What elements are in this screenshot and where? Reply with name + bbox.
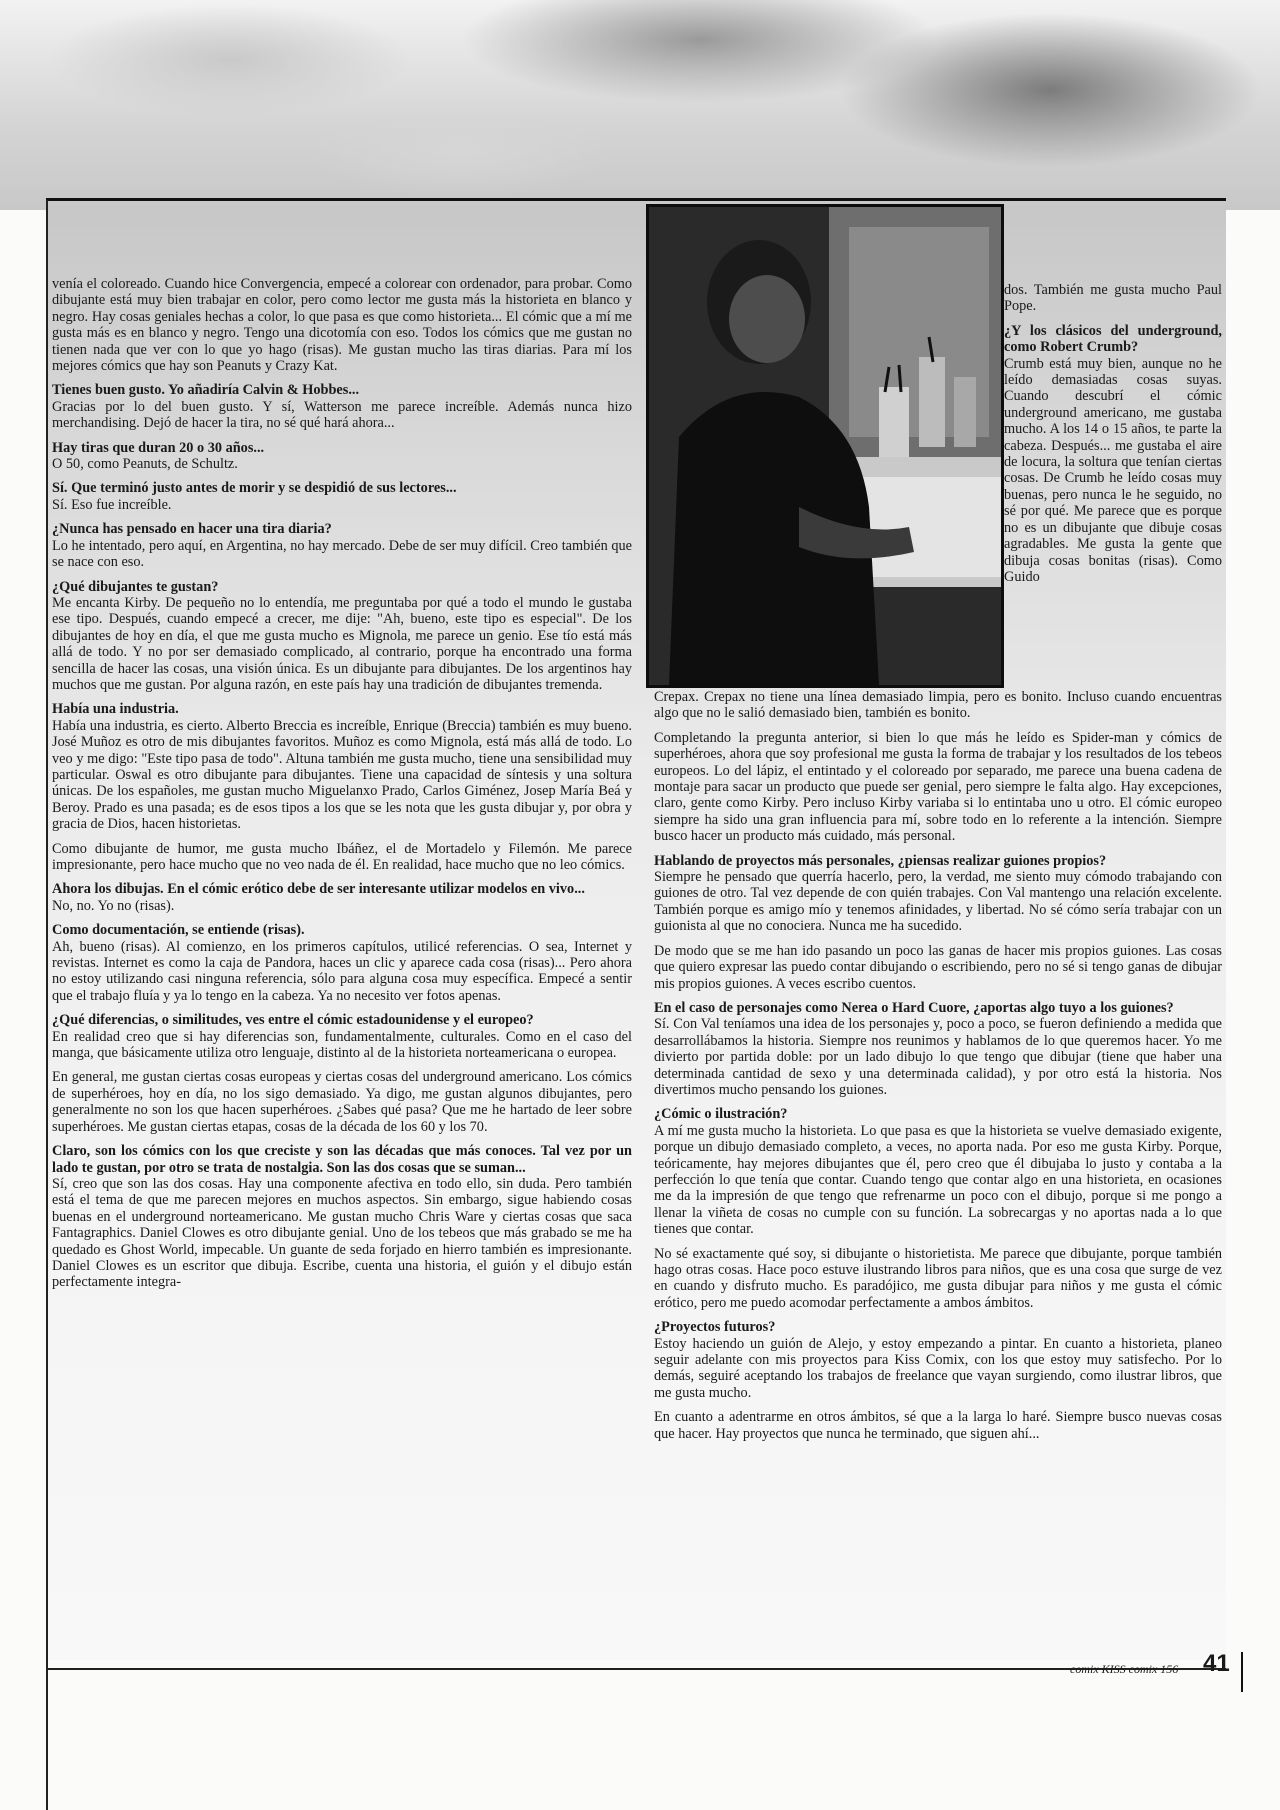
page-number: 41 — [1203, 1650, 1230, 1677]
interview-answer: Estoy haciendo un guión de Alejo, y estoy empezando a pintar. En cuanto a historieta, planeo seguir adelante con mis proyectos para Kiss Comix, con los que estoy muy satisfecho. Por lo demás, seguiré aceptando los trabajos de freelance que vayan surgiendo, como ilustrar libros, que me gusta mucho. — [654, 1335, 1222, 1401]
interview-answer: Lo he intentado, pero aquí, en Argentina, no hay mercado. Debe de ser muy difícil. Creo también que se nace con eso. — [52, 537, 632, 571]
interview-question: Ahora los dibujas. En el cómic erótico debe de ser interesante utilizar modelos en vivo... — [52, 881, 585, 898]
publication-footer: comix KISS comix 156 — [1070, 1662, 1179, 1676]
interview-answer: En general, me gustan ciertas cosas europeas y ciertas cosas del underground americano. Los cómics de superhéroes, hoy en día, no los sigo demasiado. Ya digo, me gustan algunos dibujantes, pero generalmente no son los que hacen superhéroes. ¿Sabes qué pasa? Que me he hartado de leer sobre superhéroes. Me gustan ciertas etapas, cosas de la década de los 60 y los 70. — [52, 1069, 632, 1135]
interview-question: Claro, son los cómics con los que creciste y son las décadas que más conoces. Tal vez por un lado te gustan, por otro se trata de nostalgia. Son las dos cosas que se suman... — [52, 1143, 632, 1176]
left-rule — [46, 200, 48, 1810]
interview-answer: venía el coloreado. Cuando hice Convergencia, empecé a colorear con ordenador, para probar. Como dibujante está muy bien trabajar en color, pero como lector me gusta más la historieta en blanco y negro. Hay cosas geniales hechas a color, lo que pasa es que como historieta... El cómic que a mí me gusta más es en blanco y negro. Tengo una dicotomía con eso. Todos los cómics que me gustan no tienen nada que ver con lo que yo hago (risas). Me gustan mucho las tiras diarias. Para mí los mejores cómics que hay son Peanuts y Crazy Kat. — [52, 276, 632, 375]
page-number-rule — [1241, 1652, 1243, 1692]
interview-answer: Ah, bueno (risas). Al comienzo, en los primeros capítulos, utilicé referencias. O sea, Internet y revistas. Internet es como la caja de Pandora, haces un clic y aparece cada cosa (risas)... Pero ahora no estoy utilizando casi ninguna referencia, sólo para alguna cosa muy específica. Empecé a sentir que el trabajo fluía y ya lo tengo en la cabeza. Ya no necesito ver fotos apenas. — [52, 938, 632, 1004]
interview-answer: De modo que se me han ido pasando un poco las ganas de hacer mis propios guiones. Las cosas que quiero expresar las puedo contar dibujando o escribiendo, pero no sé si tengo ganas de dibujar mis propios guiones. A veces escribo cuentos. — [654, 942, 1222, 992]
interview-answer: En realidad creo que si hay diferencias son, fundamentalmente, culturales. Como en el caso del manga, que básicamente utiliza otro lenguaje, distinto al de la historieta norteamericana o europea. — [52, 1028, 632, 1062]
interview-answer: Gracias por lo del buen gusto. Y sí, Watterson me parece increíble. Además nunca hizo merchandising. Dejó de hacer la tira, no sé qué hará ahora... — [52, 398, 632, 432]
header-smoke-image — [0, 0, 1280, 210]
interview-answer: A mí me gusta mucho la historieta. Lo que pasa es que la historieta se vuelve demasiado exigente, porque un dibujo demasiado completo, a veces, no aporta nada. Por eso me gusta Kirby. Porque, teóricamente, hay mejores dibujantes que él, pero creo que él dibujaba lo justo y contaba a la perfección lo que tenía que contar. Cuando tengo que contar algo en una historieta, en ocasiones me da la impresión de que tengo que refrenarme un poco con el dibujo, porque si me pongo a llenar la viñeta de cosas no cumple con su función. La sobrecargas y no aportas nada a lo que tienes que contar. — [654, 1122, 1222, 1238]
interview-answer: dos. También me gusta mucho Paul Pope. — [1004, 282, 1222, 315]
bottom-rule — [46, 1668, 1226, 1670]
interview-question: Hay tiras que duran 20 o 30 años... — [52, 439, 265, 456]
interview-question: ¿Proyectos futuros? — [654, 1319, 776, 1336]
interview-question: Había una industria. — [52, 701, 179, 718]
right-narrow-column — [1004, 282, 1222, 593]
interview-answer: En cuanto a adentrarme en otros ámbitos, sé que a la larga lo haré. Siempre busco nuevas cosas que hacer. Hay proyectos que nunca he terminado, que siguen ahí... — [654, 1409, 1222, 1442]
interview-answer: Había una industria, es cierto. Alberto Breccia es increíble, Enrique (Breccia) también es muy bueno. José Muñoz es otro de mis dibujantes favoritos. Muñoz es como Mignola, está más allá de todo. Lo veo y me digo: "Este tipo pasa de todo". Altuna también me gusta mucho, tiene una sensibilidad muy particular. Oswal es otro dibujante para dibujantes. Tiene una capacidad de síntesis y una soltura únicas. De los españoles, me gustan mucho Miguelanxo Prado, Carlos Giménez, Josep María Beá y Beroy. Prado es una pasada; es de esos tipos a los que se les nota que les gusta dibujar y, por obra y gracia de Dios, hacen historietas. — [52, 717, 632, 833]
interview-question: ¿Qué dibujantes te gustan? — [52, 578, 219, 595]
interview-answer: Completando la pregunta anterior, si bien lo que más he leído es Spider-man y cómics de superhéroes, ahora que soy profesional me gusta la forma de trabajar y los resultados de los tebeos europeos. Lo del lápiz, el entintado y el coloreado por separado, me parece una buena cadena de montaje para sacar un producto que puede ser genial, pero siempre le falta algo. Hay excepciones, claro, gente como Kirby. Pero incluso Kirby variaba si lo entintaba uno u otro. El cómic europeo siempre ha sido una gran influencia para mí, sobre todo en lo referente a la intención. Siempre busco hacer un producto más cuidado, más personal. — [654, 729, 1222, 845]
interview-answer: Como dibujante de humor, me gusta mucho Ibáñez, el de Mortadelo y Filemón. Me parece impresionante, pero hace mucho que no veo nada de él. En realidad, hace mucho que no leo cómics. — [52, 840, 632, 873]
interview-answer: Crepax. Crepax no tiene una línea demasiado limpia, pero es bonito. Incluso cuando encuentras algo que no le salió demasiado bien, también es bonito. — [654, 689, 1222, 722]
interview-question: En el caso de personajes como Nerea o Hard Cuore, ¿aportas algo tuyo a los guiones? — [654, 999, 1174, 1016]
interview-question: ¿Nunca has pensado en hacer una tira diaria? — [52, 521, 332, 538]
interview-answer: No, no. Yo no (risas). — [52, 897, 175, 914]
interview-answer: Siempre he pensado que querría hacerlo, pero, la verdad, me siento muy cómodo trabajando con guiones de otro. Tal vez depende de con quién trabajes. Con Val mantengo una relación excelente. También porque es amigo mío y tenemos afinidades, y libertad. No sé cómo sería trabajar con un guionista al que no conociera. Nunca me ha sucedido. — [654, 869, 1222, 935]
interview-question: Sí. Que terminó justo antes de morir y se despidió de sus lectores... — [52, 480, 457, 497]
interview-answer: Sí, creo que son las dos cosas. Hay una componente afectiva en todo ello, sin duda. Pero también está el tema de que me parecen mejores en muchos aspectos. Sin embargo, sigue habiendo cosas buenas en el underground norteamericano. Me gustan mucho Chris Ware y ciertas cosas que saca Fantagraphics. Daniel Clowes es otro dibujante genial. Uno de los tebeos que más grabado se me ha quedado es Ghost World, impecable. Un guante de seda forjado en hierro también es impresionante. Daniel Clowes es un escritor que dibuja. Escribe, cuenta una historia, el guión y el dibujo están perfectamente integra- — [52, 1175, 632, 1291]
interview-answer: No sé exactamente qué soy, si dibujante o historietista. Me parece que dibujante, porque también hago otras cosas. Hace poco estuve ilustrando libros para niños, que es una cosa que surge de vez en cuando y disfruto mucho. Es paradójico, me gusta dibujar para niños y me gusta el cómic erótico, pero me puedo acomodar perfectamente a ambos ámbitos. — [654, 1245, 1222, 1311]
interview-answer: Sí. Con Val teníamos una idea de los personajes y, poco a poco, se fueron definiendo a medida que desarrollábamos la historia. Siempre nos reunimos y hablamos de lo que queremos hacer. Yo me divierto por partida doble: por un lado dibujo lo que tengo que dibujar (tiene que haber una determinada cantidad de sexo y una determinada calidad), y por otro está la historia. Nos divertimos mucho pensando los guiones. — [654, 1016, 1222, 1098]
interview-question: Tienes buen gusto. Yo añadiría Calvin & Hobbes... — [52, 382, 360, 399]
interview-answer: Crumb está muy bien, aunque no he leído demasiadas cosas suyas. Cuando descubrí el cómic underground americano, me gustaba mucho. A los 14 o 15 años, te parte la cabeza. Después... me gustaba el aire de locura, la soltura que tenían ciertas cosas. De Crumb he leído cosas muy buenas, pero nunca le he seguido, no sé por qué. Me parece que es porque no es un dibujante que dibuje cosas agradables. Me gusta la gente que dibuja cosas bonitas (risas). Como Guido — [1004, 355, 1222, 585]
artist-photo-illustration — [649, 207, 1001, 685]
left-column — [52, 276, 632, 1299]
interview-answer: Sí. Eso fue increíble. — [52, 496, 172, 513]
interview-question: ¿Cómic o ilustración? — [654, 1106, 788, 1123]
interview-question: Hablando de proyectos más personales, ¿piensas realizar guiones propios? — [654, 852, 1107, 869]
interview-answer: O 50, como Peanuts, de Schultz. — [52, 456, 238, 473]
top-rule — [46, 198, 1226, 201]
interview-question: Como documentación, se entiende (risas). — [52, 922, 305, 939]
artist-photo — [646, 204, 1004, 688]
interview-question: ¿Y los clásicos del underground, como Robert Crumb? — [1004, 322, 1222, 356]
right-wide-column — [654, 689, 1222, 1450]
interview-question: ¿Qué diferencias, o similitudes, ves entre el cómic estadounidense y el europeo? — [52, 1012, 534, 1029]
interview-answer: Me encanta Kirby. De pequeño no lo entendía, me preguntaba por qué a todo el mundo le gustaba ese tipo. Después, cuando empecé a crecer, me dije: "Ah, bueno, este tipo es especial". De los dibujantes de hoy en día, el que me gusta mucho es Mignola, me parece un genio. Ese tío está más allá de todo. Y no por ser demasiado complicado, al contrario, porque ha encontrado una forma sencilla de hacer las cosas, una visión única. Es un dibujante para dibujantes. De los argentinos hay muchos que me gustan. Por alguna razón, en este país hay una tradición de dibujantes tremenda. — [52, 594, 632, 693]
